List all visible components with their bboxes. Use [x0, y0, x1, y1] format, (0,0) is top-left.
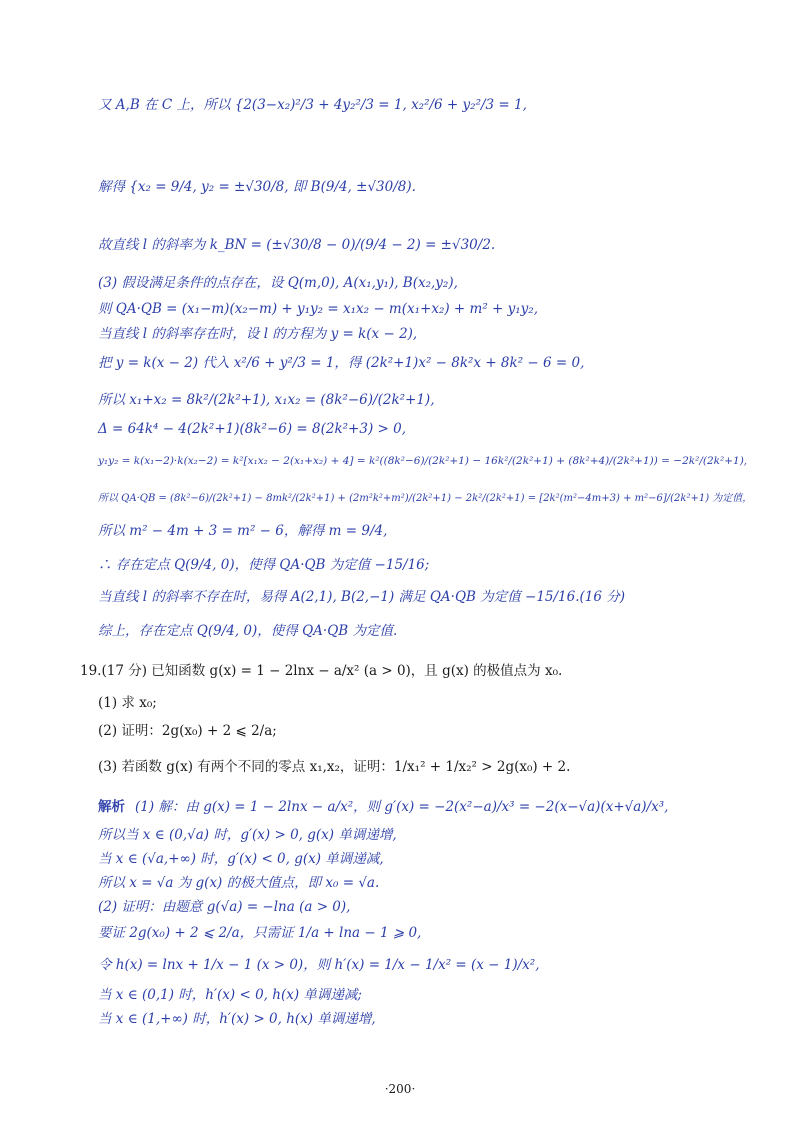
solution-line: (1) 解：由 g(x) = 1 − 2lnx − a/x²，则 g′(x) = −2(x²−a)/x³ = −2(x−√a)(x+√a)/x³, — [135, 799, 669, 815]
solution-line: 所以 QA·QB = (8k²−6)/(2k²+1) − 8mk²/(2k²+1) + (2m²k²+m²)/(2k²+1) − 2k²/(2k²+1) = [2k²(m²−4m+3) + m²−6]/(2k²+1) 为定值， — [98, 493, 753, 504]
solution-line: 解得 {x₂ = 9/4, y₂ = ±√30/8, 即 B(9/4, ±√30/8). — [98, 179, 416, 195]
solution-line: ∴ 存在定点 Q(9/4, 0)，使得 QA·QB 为定值 −15/16; — [98, 557, 430, 573]
solution-line: (2) 证明：由题意 g(√a) = −lna (a > 0), — [98, 899, 351, 915]
solution-line: 当 x ∈ (1,+∞) 时，h′(x) > 0, h(x) 单调递增, — [98, 1011, 376, 1027]
solution-line: 当直线 l 的斜率不存在时，易得 A(2,1), B(2,−1) 满足 QA·QB 为定值 −15/16.(16 分) — [98, 589, 626, 605]
problem-statement: 19.(17 分) 已知函数 g(x) = 1 − 2lnx − a/x² (a > 0)，且 g(x) 的极值点为 x₀. — [80, 663, 563, 679]
solution-line: 要证 2g(x₀) + 2 ⩽ 2/a，只需证 1/a + lna − 1 ⩾ 0, — [98, 925, 422, 941]
solution-line: 综上，存在定点 Q(9/4, 0)，使得 QA·QB 为定值. — [98, 623, 398, 639]
solution-line: 当 x ∈ (√a,+∞) 时，g′(x) < 0, g(x) 单调递减, — [98, 851, 384, 867]
problem-question-2: (2) 证明：2g(x₀) + 2 ⩽ 2/a; — [98, 723, 277, 739]
solution-line: y₁y₂ = k(x₁−2)·k(x₂−2) = k²[x₁x₂ − 2(x₁+x₂) + 4] = k²((8k²−6)/(2k²+1) − 16k²/(2k²+1) + (8k²+4)/(2k²+1)) = −2k²/(2k²+1), — [98, 455, 748, 467]
solution-line: 又 A,B 在 C 上，所以 {2(3−x₂)²/3 + 4y₂²/3 = 1, x₂²/6 + y₂²/3 = 1, — [98, 97, 527, 113]
solution-line: 令 h(x) = lnx + 1/x − 1 (x > 0)，则 h′(x) = 1/x − 1/x² = (x − 1)/x², — [98, 957, 540, 973]
solution-line: 所以当 x ∈ (0,√a) 时，g′(x) > 0, g(x) 单调递增, — [98, 827, 397, 843]
solution-line: 所以 x₁+x₂ = 8k²/(2k²+1), x₁x₂ = (8k²−6)/(2k²+1), — [98, 392, 435, 408]
solution-line: 当 x ∈ (0,1) 时，h′(x) < 0, h(x) 单调递减; — [98, 987, 362, 1003]
problem-question-1: (1) 求 x₀; — [98, 695, 157, 711]
problem-question-3: (3) 若函数 g(x) 有两个不同的零点 x₁,x₂，证明：1/x₁² + 1/x₂² > 2g(x₀) + 2. — [98, 759, 571, 775]
solution-line: 所以 m² − 4m + 3 = m² − 6，解得 m = 9/4, — [98, 523, 388, 539]
solution-line: 所以 x = √a 为 g(x) 的极大值点，即 x₀ = √a. — [98, 875, 380, 891]
solution-line: 当直线 l 的斜率存在时，设 l 的方程为 y = k(x − 2), — [98, 326, 418, 342]
page-number: ·200· — [384, 1082, 416, 1096]
solution-line: 故直线 l 的斜率为 k_BN = (±√30/8 − 0)/(9/4 − 2) = ±√30/2. — [98, 237, 496, 253]
solution-line: Δ = 64k⁴ − 4(2k²+1)(8k²−6) = 8(2k²+3) > 0, — [98, 421, 407, 437]
solution-line: 则 QA·QB = (x₁−m)(x₂−m) + y₁y₂ = x₁x₂ − m(x₁+x₂) + m² + y₁y₂, — [98, 301, 539, 317]
solution-label: 解析 — [98, 799, 125, 815]
solution-line: 把 y = k(x − 2) 代入 x²/6 + y²/3 = 1，得 (2k²+1)x² − 8k²x + 8k² − 6 = 0, — [98, 355, 585, 371]
solution-line: (3) 假设满足条件的点存在，设 Q(m,0), A(x₁,y₁), B(x₂,y₂), — [98, 275, 458, 291]
solution-first-line — [98, 798, 668, 816]
